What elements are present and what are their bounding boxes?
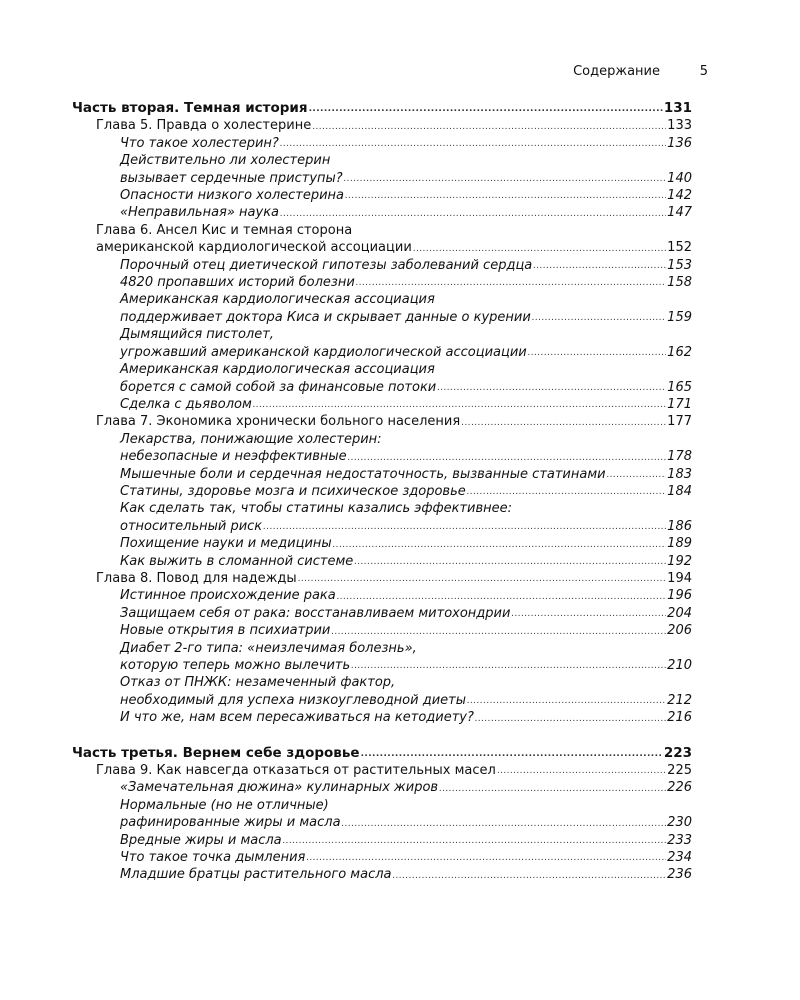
- toc-entry-title: Как выжить в сломанной системе: [120, 553, 354, 569]
- toc-section-entry[interactable]: [72, 709, 692, 726]
- toc-section-entry[interactable]: [72, 291, 692, 326]
- toc-entry-line: [120, 622, 692, 639]
- toc-section-entry[interactable]: [72, 797, 692, 832]
- dot-leader: [528, 347, 666, 361]
- toc-entry-title: вызывает сердечные приступы?: [120, 170, 343, 186]
- running-header: [0, 64, 800, 84]
- toc-entry-title-line: Отказ от ПНЖК: незамеченный фактор,: [120, 675, 396, 691]
- toc-entry-line: [120, 309, 692, 326]
- toc-entry-title-line: Американская кардиологическая ассоциация: [120, 362, 435, 378]
- toc-entry-line: [120, 832, 692, 849]
- toc-entry-line: [120, 518, 692, 535]
- dot-leader: [345, 190, 666, 204]
- dot-leader: [348, 452, 667, 466]
- toc-entry-page: 133: [667, 118, 692, 134]
- toc-entry-line: [120, 587, 692, 604]
- toc-entry-line: [120, 605, 692, 622]
- toc-entry-line: [120, 344, 692, 361]
- toc-entry-page: 131: [663, 100, 692, 116]
- toc-entry-title: Часть вторая. Темная история: [72, 100, 308, 116]
- toc-chapter-entry[interactable]: [72, 222, 692, 257]
- toc-entry-line: [120, 170, 692, 187]
- toc-section-entry[interactable]: [72, 135, 692, 152]
- toc-section-entry[interactable]: [72, 587, 692, 604]
- toc-entry-line: [120, 849, 692, 866]
- toc-entry-title: Что такое точка дымления: [120, 850, 306, 866]
- toc-entry-page: 184: [667, 483, 692, 499]
- toc-entry-title: поддерживает доктора Киса и скрывает данные о курении: [120, 309, 531, 325]
- toc-chapter-entry[interactable]: [72, 570, 692, 587]
- toc-entry-page: 183: [667, 466, 692, 482]
- toc-entry-title: «Неправильная» наука: [120, 205, 280, 221]
- dot-leader: [361, 748, 663, 762]
- toc-entry-page: 204: [667, 605, 692, 621]
- dot-leader: [461, 417, 666, 431]
- toc-entry-page: 158: [667, 275, 692, 291]
- dot-leader: [393, 870, 667, 884]
- section-gap: [72, 727, 692, 745]
- toc-entry-line: [120, 274, 692, 291]
- toc-entry-title: Что такое холестерин?: [120, 135, 279, 151]
- toc-entry-line: [120, 483, 692, 500]
- dot-leader: [497, 765, 666, 779]
- table-of-contents: [72, 100, 692, 884]
- toc-section-entry[interactable]: [72, 152, 692, 187]
- toc-entry-line: [120, 257, 692, 274]
- toc-entry-page: 189: [667, 536, 692, 552]
- dot-leader: [532, 312, 666, 326]
- toc-entry-title: относительный риск: [120, 518, 263, 534]
- dot-leader: [344, 173, 667, 187]
- toc-chapter-entry[interactable]: [72, 413, 692, 430]
- toc-entry-page: 233: [667, 832, 692, 848]
- toc-entry-page: 152: [667, 240, 692, 256]
- dot-leader: [511, 608, 666, 622]
- toc-entry-page: 225: [667, 763, 692, 779]
- toc-section-entry[interactable]: [72, 535, 692, 552]
- toc-entry-page: 162: [667, 344, 692, 360]
- toc-entry-line: [120, 709, 692, 726]
- toc-entry-line: [96, 117, 692, 134]
- toc-section-entry[interactable]: [72, 466, 692, 483]
- toc-section-entry[interactable]: [72, 622, 692, 639]
- toc-entry-page: 147: [667, 205, 692, 221]
- toc-section-entry[interactable]: [72, 553, 692, 570]
- dot-leader: [467, 695, 666, 709]
- dot-leader: [263, 521, 666, 535]
- toc-entry-title: американской кардиологической ассоциации: [96, 240, 412, 256]
- toc-entry-page: 140: [667, 170, 692, 186]
- dot-leader: [437, 382, 666, 396]
- toc-entry-title-line: Американская кардиологическая ассоциация: [120, 292, 435, 308]
- toc-entry-page: 136: [667, 135, 692, 151]
- toc-entry-page: 159: [667, 309, 692, 325]
- toc-entry-title: необходимый для успеха низкоуглеводной диеты: [120, 692, 466, 708]
- dot-leader: [280, 208, 666, 222]
- toc-entry-title: Вредные жиры и масла: [120, 832, 282, 848]
- dot-leader: [333, 539, 667, 553]
- dot-leader: [351, 660, 666, 674]
- toc-entry-page: 206: [667, 623, 692, 639]
- toc-section-entry[interactable]: [72, 500, 692, 535]
- toc-entry-title-line: Диабет 2-го типа: «неизлечимая болезнь»,: [120, 640, 417, 656]
- toc-section-entry[interactable]: [72, 257, 692, 274]
- toc-entry-title: «Замечательная дюжина» кулинарных жиров: [120, 780, 439, 796]
- toc-entry-title-line: Лекарства, понижающие холестерин:: [120, 431, 382, 447]
- toc-entry-title: которую теперь можно вылечить: [120, 658, 351, 673]
- dot-leader: [607, 469, 667, 483]
- toc-entry-line: [120, 657, 692, 674]
- toc-entry-page: 230: [667, 815, 692, 831]
- toc-entry-line: [120, 396, 692, 413]
- toc-entry-page: 171: [667, 396, 692, 412]
- toc-entry-line: [120, 866, 692, 883]
- toc-entry-title: Защищаем себя от рака: восстанавливаем митохондрии: [120, 605, 511, 621]
- dot-leader: [533, 260, 666, 274]
- toc-entry-title: И что же, нам всем пересаживаться на кетодиету?: [120, 710, 474, 726]
- toc-entry-title-line: Дымящийся пистолет,: [120, 327, 274, 343]
- toc-entry-line: [120, 535, 692, 552]
- dot-leader: [312, 121, 666, 135]
- page-number: 5: [699, 64, 708, 79]
- toc-section-entry[interactable]: [72, 431, 692, 466]
- toc-entry-page: 223: [663, 744, 692, 761]
- toc-section-entry[interactable]: [72, 204, 692, 221]
- toc-section-entry[interactable]: [72, 396, 692, 413]
- toc-entry-line: [120, 779, 692, 796]
- dot-leader: [298, 573, 667, 587]
- dot-leader: [342, 818, 667, 832]
- toc-entry-title: Порочный отец диетической гипотезы заболеваний сердца: [120, 257, 533, 273]
- toc-entry-title: Часть третья. Вернем себе здоровье: [72, 744, 360, 761]
- toc-entry-page: 153: [667, 257, 692, 273]
- toc-entry-page: 226: [667, 780, 692, 796]
- toc-section-entry[interactable]: [72, 849, 692, 866]
- dot-leader: [475, 713, 666, 727]
- toc-entry-page: 212: [667, 692, 692, 708]
- dot-leader: [280, 138, 666, 152]
- toc-entry-page: 194: [667, 570, 692, 586]
- toc-section-entry[interactable]: [72, 274, 692, 291]
- toc-entry-title: Сделка с дьяволом: [120, 396, 252, 412]
- toc-section-entry[interactable]: [72, 832, 692, 849]
- running-header-title: Содержание: [573, 64, 660, 79]
- toc-entry-page: 177: [667, 414, 692, 430]
- toc-chapter-entry[interactable]: [72, 762, 692, 779]
- toc-entry-title: угрожавший американской кардиологической ассоциации: [120, 344, 527, 360]
- toc-entry-line: [72, 745, 692, 762]
- toc-entry-line: [120, 448, 692, 465]
- toc-chapter-entry[interactable]: [72, 117, 692, 134]
- toc-entry-line: [96, 762, 692, 779]
- toc-entry-title: борется с самой собой за финансовые потоки: [120, 379, 437, 395]
- toc-entry-line: [96, 239, 692, 256]
- toc-entry-line: [120, 814, 692, 831]
- toc-entry-title-line: Действительно ли холестерин: [120, 153, 331, 169]
- toc-part-entry[interactable]: [72, 100, 692, 117]
- toc-entry-title: Младшие братцы растительного масла: [120, 867, 392, 883]
- toc-entry-title: Мышечные боли и сердечная недостаточность, вызванные статинами: [120, 466, 606, 482]
- toc-entry-line: [72, 100, 692, 117]
- toc-entry-title: 4820 пропавших историй болезни: [120, 275, 355, 291]
- toc-entry-line: [120, 379, 692, 396]
- toc-section-entry[interactable]: [72, 640, 692, 675]
- dot-leader: [439, 783, 666, 797]
- toc-section-entry[interactable]: [72, 483, 692, 500]
- toc-entry-title: Опасности низкого холестерина: [120, 188, 345, 204]
- dot-leader: [337, 591, 666, 605]
- toc-entry-line: [120, 553, 692, 570]
- toc-entry-line: [96, 413, 692, 430]
- toc-entry-page: 236: [667, 867, 692, 883]
- toc-section-entry[interactable]: [72, 187, 692, 204]
- toc-entry-page: 196: [667, 588, 692, 604]
- toc-entry-page: 165: [667, 379, 692, 395]
- toc-section-entry[interactable]: [72, 361, 692, 396]
- dot-leader: [306, 852, 666, 866]
- dot-leader: [283, 835, 667, 849]
- toc-section-entry[interactable]: [72, 674, 692, 709]
- toc-entry-page: 210: [667, 658, 692, 673]
- dot-leader: [467, 486, 666, 500]
- toc-entry-title: Похищение науки и медицины: [120, 536, 332, 552]
- dot-leader: [356, 277, 666, 291]
- toc-entry-title: небезопасные и неэффективные: [120, 449, 347, 465]
- toc-entry-line: [120, 692, 692, 709]
- dot-leader: [253, 399, 666, 413]
- toc-entry-page: 178: [667, 449, 692, 465]
- toc-section-entry[interactable]: [72, 605, 692, 622]
- toc-entry-line: [96, 570, 692, 587]
- toc-entry-title-line: Глава 6. Ансел Кис и темная сторона: [96, 222, 353, 238]
- toc-entry-title: Истинное происхождение рака: [120, 588, 336, 604]
- toc-entry-title: рафинированные жиры и масла: [120, 815, 341, 831]
- toc-entry-title: Глава 7. Экономика хронически больного населения: [96, 414, 461, 430]
- toc-entry-line: [120, 204, 692, 221]
- dot-leader: [309, 103, 663, 117]
- toc-entry-title: Глава 5. Правда о холестерине: [96, 118, 312, 134]
- toc-part-entry[interactable]: [72, 745, 692, 762]
- dot-leader: [331, 626, 666, 640]
- toc-entry-line: [120, 135, 692, 152]
- toc-entry-title: Новые открытия в психиатрии: [120, 623, 331, 639]
- toc-entry-page: 186: [667, 518, 692, 534]
- toc-entry-page: 216: [667, 710, 692, 726]
- toc-entry-page: 234: [667, 850, 692, 866]
- toc-entry-line: [120, 466, 692, 483]
- toc-entry-title: Глава 9. Как навсегда отказаться от растительных масел: [96, 763, 496, 779]
- toc-entry-title: Статины, здоровье мозга и психическое здоровье: [120, 483, 466, 499]
- toc-entry-line: [120, 187, 692, 204]
- toc-entry-page: 142: [667, 188, 692, 204]
- toc-entry-title-line: Как сделать так, чтобы статины казались эффективнее:: [120, 501, 513, 517]
- toc-section-entry[interactable]: [72, 326, 692, 361]
- dot-leader: [354, 556, 666, 570]
- dot-leader: [413, 243, 666, 257]
- toc-entry-page: 192: [667, 553, 692, 569]
- toc-entry-title-line: Нормальные (но не отличные): [120, 797, 329, 813]
- toc-section-entry[interactable]: [72, 866, 692, 883]
- toc-entry-title: Глава 8. Повод для надежды: [96, 570, 297, 586]
- toc-section-entry[interactable]: [72, 779, 692, 796]
